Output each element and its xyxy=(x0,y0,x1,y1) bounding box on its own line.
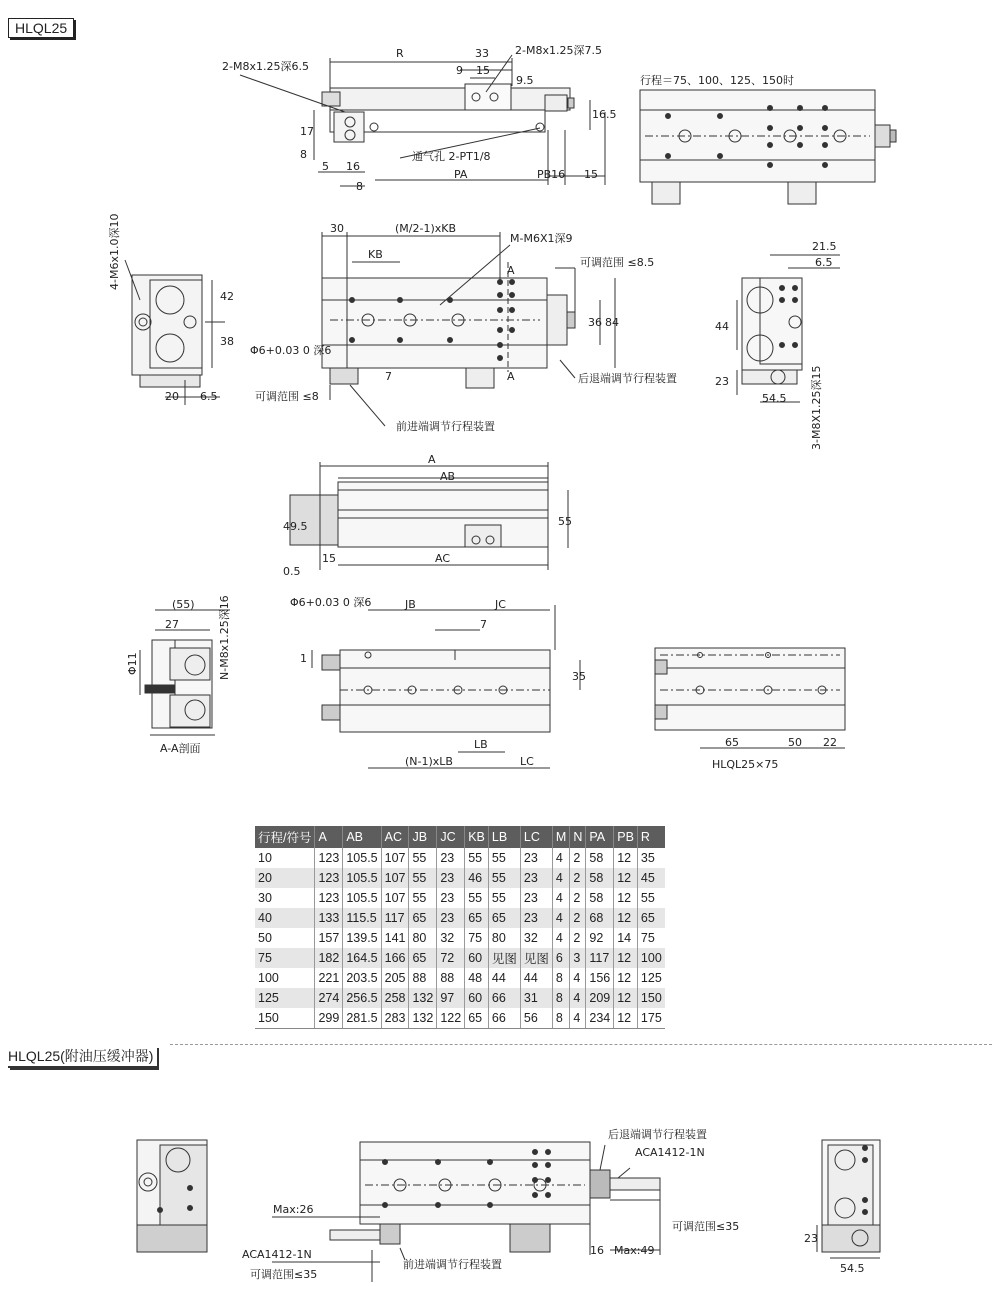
label-b-aca-bottom: ACA1412-1N xyxy=(242,1248,312,1261)
dim-pb16: PB16 xyxy=(537,168,566,181)
buffer-right-view xyxy=(817,1140,880,1258)
hlql75-view xyxy=(655,648,845,748)
table-cell: 65 xyxy=(409,948,437,968)
label-bottom-thread: 3-M8X1.25深15 xyxy=(810,365,823,450)
col-header: M xyxy=(552,826,569,848)
label-b-23: 23 xyxy=(804,1232,818,1245)
table-cell: 2 xyxy=(570,908,586,928)
table-cell: 12 xyxy=(614,848,638,868)
dim-15b: 15 xyxy=(584,168,598,181)
table-row xyxy=(255,1008,665,1029)
dim-65: 65 xyxy=(725,736,739,749)
dim-a-top: A xyxy=(507,264,515,277)
col-header: 行程/符号 xyxy=(255,826,315,848)
table-cell: 6 xyxy=(552,948,569,968)
buffer-left-view xyxy=(137,1140,207,1252)
table-cell: 58 xyxy=(586,868,614,888)
dim-38: 38 xyxy=(220,335,234,348)
dim-7: 7 xyxy=(385,370,392,383)
table-row xyxy=(255,928,665,948)
dim-r: R xyxy=(396,47,404,60)
dim-44: 44 xyxy=(715,320,729,333)
label-b-rear-device: 后退端调节行程装置 xyxy=(608,1128,707,1141)
dim-23: 23 xyxy=(715,375,729,388)
label-side-thread: 4-M6x1.0深10 xyxy=(108,213,121,290)
dim-9: 9 xyxy=(456,64,463,77)
table-cell: 23 xyxy=(437,908,465,928)
col-header: AC xyxy=(381,826,409,848)
table-cell: 45 xyxy=(637,868,664,888)
table-cell: 2 xyxy=(570,848,586,868)
label-pitch-kb: (M/2-1)xKB xyxy=(395,222,457,235)
table-row xyxy=(255,848,665,868)
table-cell: 117 xyxy=(381,908,409,928)
table-cell: 3 xyxy=(570,948,586,968)
table-cell: 75 xyxy=(255,948,315,968)
table-cell: 65 xyxy=(409,908,437,928)
dim-54-5: 54.5 xyxy=(762,392,787,405)
table-cell: 88 xyxy=(409,968,437,988)
table-cell: 20 xyxy=(255,868,315,888)
table-cell: 92 xyxy=(586,928,614,948)
table-cell: 150 xyxy=(637,988,664,1008)
table-row xyxy=(255,968,665,988)
col-header: A xyxy=(315,826,343,848)
table-cell: 55 xyxy=(488,848,520,868)
table-cell: 4 xyxy=(552,848,569,868)
label-hlql-75: HLQL25×75 xyxy=(712,758,779,771)
label-adj-back: 可调范围 ≤8.5 xyxy=(580,256,655,269)
table-cell: 4 xyxy=(552,868,569,888)
label-b-front-device: 前进端调节行程装置 xyxy=(403,1258,502,1271)
table-cell: 132 xyxy=(409,1008,437,1029)
table-cell: 23 xyxy=(437,848,465,868)
table-cell: 55 xyxy=(465,888,489,908)
table-cell: 8 xyxy=(552,988,569,1008)
table-cell: 55 xyxy=(409,848,437,868)
table-cell: 65 xyxy=(465,908,489,928)
table-cell: 见图 xyxy=(488,948,520,968)
dim-30: 30 xyxy=(330,222,344,235)
dim-49-5: 49.5 xyxy=(283,520,308,533)
label-stroke-note: 行程＝75、100、125、150时 xyxy=(640,74,794,87)
dim-55-paren: (55) xyxy=(172,598,195,611)
dim-15: 15 xyxy=(476,64,490,77)
table-cell: 23 xyxy=(437,868,465,888)
table-cell: 281.5 xyxy=(343,1008,381,1029)
table-cell: 105.5 xyxy=(343,868,381,888)
dim-27: 27 xyxy=(165,618,179,631)
col-header: PB xyxy=(614,826,638,848)
table-cell: 166 xyxy=(381,948,409,968)
table-cell: 107 xyxy=(381,888,409,908)
table-cell: 182 xyxy=(315,948,343,968)
dim-35: 35 xyxy=(572,670,586,683)
table-cell: 58 xyxy=(586,848,614,868)
dim-front-ab: AB xyxy=(440,470,456,483)
table-cell: 35 xyxy=(637,848,664,868)
table-cell: 283 xyxy=(381,1008,409,1029)
table-cell: 10 xyxy=(258,851,272,865)
table-cell: 164.5 xyxy=(343,948,381,968)
table-cell: 55 xyxy=(409,868,437,888)
col-header: N xyxy=(570,826,586,848)
table-cell: 2 xyxy=(570,888,586,908)
table-cell: 60 xyxy=(465,948,489,968)
table-cell: 56 xyxy=(520,1008,552,1029)
table-header-row xyxy=(255,826,665,848)
dim-17: 17 xyxy=(300,125,314,138)
table-cell: 44 xyxy=(520,968,552,988)
table-cell: 12 xyxy=(614,988,638,1008)
table-cell: 4 xyxy=(552,908,569,928)
table-cell: 299 xyxy=(315,1008,343,1029)
table-cell: 12 xyxy=(614,948,638,968)
col-header: PA xyxy=(586,826,614,848)
model-title: HLQL25 xyxy=(8,18,74,38)
table-cell: 125 xyxy=(255,988,315,1008)
table-cell: 256.5 xyxy=(343,988,381,1008)
dim-22: 22 xyxy=(823,736,837,749)
table-cell: 122 xyxy=(437,1008,465,1029)
dim-16: 16 xyxy=(346,160,360,173)
table-cell: 72 xyxy=(437,948,465,968)
col-header: JB xyxy=(409,826,437,848)
table-cell: 50 xyxy=(258,931,272,945)
table-cell: 141 xyxy=(381,928,409,948)
table-cell: 203.5 xyxy=(343,968,381,988)
col-header: R xyxy=(637,826,664,848)
table-cell: 97 xyxy=(437,988,465,1008)
table-cell: 100 xyxy=(258,971,279,985)
table-cell: 55 xyxy=(637,888,664,908)
top-view xyxy=(240,55,605,186)
label-b-aca-top: ACA1412-1N xyxy=(635,1146,705,1159)
table-cell: 12 xyxy=(614,1008,638,1029)
table-cell: 258 xyxy=(381,988,409,1008)
table-cell: 4 xyxy=(570,988,586,1008)
left-side-view xyxy=(125,260,225,405)
table-cell: 150 xyxy=(255,1008,315,1029)
label-thread-r: 2-M8x1.25深6.5 xyxy=(222,60,309,73)
table-cell: 4 xyxy=(570,968,586,988)
dim-a-bottom: A xyxy=(507,370,515,383)
table-row xyxy=(255,908,665,928)
label-thread-top: 2-M8x1.25深7.5 xyxy=(515,44,602,57)
table-cell: 8 xyxy=(552,968,569,988)
table-cell: 100 xyxy=(637,948,664,968)
table-cell: 12 xyxy=(614,888,638,908)
table-cell: 12 xyxy=(614,968,638,988)
label-pitch-lb: (N-1)xLB xyxy=(405,755,453,768)
table-cell: 105.5 xyxy=(343,848,381,868)
table-cell: 30 xyxy=(258,891,272,905)
table-cell: 221 xyxy=(315,968,343,988)
right-side-view xyxy=(737,255,840,402)
dim-lc: LC xyxy=(520,755,534,768)
dim-1: 1 xyxy=(300,652,307,665)
dim-7b: 7 xyxy=(480,618,487,631)
col-header: LB xyxy=(488,826,520,848)
table-row xyxy=(255,948,665,968)
dim-5: 5 xyxy=(322,160,329,173)
table-cell: 2 xyxy=(570,928,586,948)
dim-6-5: 6.5 xyxy=(200,390,218,403)
table-row xyxy=(255,868,665,888)
table-cell: 80 xyxy=(488,928,520,948)
table-cell: 23 xyxy=(437,888,465,908)
table-cell: 75 xyxy=(637,928,664,948)
table-row xyxy=(255,888,665,908)
dim-phi11: Φ11 xyxy=(126,652,139,675)
table-cell: 见图 xyxy=(520,948,552,968)
table-cell: 4 xyxy=(552,888,569,908)
label-rear-device: 后退端调节行程装置 xyxy=(578,372,677,385)
table-cell: 23 xyxy=(520,868,552,888)
table-cell: 65 xyxy=(488,908,520,928)
table-cell: 40 xyxy=(255,908,315,928)
table-cell: 234 xyxy=(586,1008,614,1029)
table-cell: 55 xyxy=(488,868,520,888)
table-cell: 65 xyxy=(637,908,664,928)
table-cell: 205 xyxy=(381,968,409,988)
table-cell: 4 xyxy=(570,1008,586,1029)
dim-42: 42 xyxy=(220,290,234,303)
dim-front-ac: AC xyxy=(435,552,451,565)
table-cell: 14 xyxy=(614,928,638,948)
col-header: JC xyxy=(437,826,465,848)
table-cell: 132 xyxy=(409,988,437,1008)
table-cell: 55 xyxy=(409,888,437,908)
table-cell: 23 xyxy=(520,908,552,928)
table-cell: 44 xyxy=(488,968,520,988)
table-cell: 274 xyxy=(315,988,343,1008)
table-cell: 4 xyxy=(552,928,569,948)
label-adj-front: 可调范围 ≤8 xyxy=(255,390,319,403)
label-b-max26: Max:26 xyxy=(273,1203,314,1216)
dim-9-5: 9.5 xyxy=(516,74,534,87)
section-divider xyxy=(170,1044,992,1045)
table-cell: 139.5 xyxy=(343,928,381,948)
table-cell: 58 xyxy=(586,888,614,908)
table-cell: 8 xyxy=(552,1008,569,1029)
dim-50: 50 xyxy=(788,736,802,749)
top-right-view xyxy=(640,90,896,204)
plan-view xyxy=(322,232,615,426)
dim-20: 20 xyxy=(165,390,179,403)
table-cell: 125 xyxy=(637,968,664,988)
dim-jc: JC xyxy=(495,598,506,611)
dim-kb: KB xyxy=(368,248,383,261)
dim-21-5: 21.5 xyxy=(812,240,837,253)
table-cell: 46 xyxy=(465,868,489,888)
label-b-adj35-right: 可调范围≤35 xyxy=(672,1220,740,1233)
dim-55: 55 xyxy=(558,515,572,528)
label-b-max49: Max:49 xyxy=(614,1244,655,1257)
table-cell: 23 xyxy=(520,848,552,868)
table-cell: 107 xyxy=(381,868,409,888)
table-cell: 55 xyxy=(465,848,489,868)
dim-pa: PA xyxy=(454,168,468,181)
table-cell: 107 xyxy=(381,848,409,868)
table-cell: 123 xyxy=(315,888,343,908)
table-cell: 66 xyxy=(488,1008,520,1029)
table-cell: 65 xyxy=(465,1008,489,1029)
dim-front-a: A xyxy=(428,453,436,466)
table-cell: 31 xyxy=(520,988,552,1008)
table-cell: 12 xyxy=(614,908,638,928)
table-cell: 123 xyxy=(315,848,343,868)
col-header: LC xyxy=(520,826,552,848)
dim-15c: 15 xyxy=(322,552,336,565)
dim-6-5b: 6.5 xyxy=(815,256,833,269)
table-cell: 117 xyxy=(586,948,614,968)
table-cell: 12 xyxy=(614,868,638,888)
table-cell: 66 xyxy=(488,988,520,1008)
label-vent: 通气孔 2-PT1/8 xyxy=(412,150,491,163)
table-cell: 32 xyxy=(520,928,552,948)
table-cell: 48 xyxy=(465,968,489,988)
table-cell: 133 xyxy=(315,908,343,928)
table-cell: 157 xyxy=(315,928,343,948)
label-section-aa: A-A剖面 xyxy=(160,742,201,755)
table-cell: 60 xyxy=(465,988,489,1008)
aa-section-view xyxy=(140,610,230,735)
label-m-thread: M-M6X1深9 xyxy=(510,232,573,245)
table-cell: 23 xyxy=(520,888,552,908)
label-front-device: 前进端调节行程装置 xyxy=(396,420,495,433)
table-cell: 2 xyxy=(570,868,586,888)
table-cell: 80 xyxy=(409,928,437,948)
label-b-54-5: 54.5 xyxy=(840,1262,865,1275)
table-row xyxy=(255,988,665,1008)
label-hole-tol: Φ6+0.03 0 深6 xyxy=(250,344,332,357)
label-hole-tol-2: Φ6+0.03 0 深6 xyxy=(290,596,372,609)
table-cell: 123 xyxy=(315,868,343,888)
dim-33: 33 xyxy=(475,47,489,60)
lower-side-view xyxy=(312,605,580,768)
dim-84: 84 xyxy=(605,316,619,329)
col-header: KB xyxy=(465,826,489,848)
col-header: AB xyxy=(343,826,381,848)
dim-36: 36 xyxy=(588,316,602,329)
dim-0-5: 0.5 xyxy=(283,565,301,578)
table-cell: 209 xyxy=(586,988,614,1008)
table-cell: 105.5 xyxy=(343,888,381,908)
section-title-buffer: HLQL25(附油压缓冲器) xyxy=(8,1046,157,1068)
table-cell: 32 xyxy=(437,928,465,948)
dim-jb: JB xyxy=(405,598,416,611)
table-cell: 88 xyxy=(437,968,465,988)
dim-8b: 8 xyxy=(356,180,363,193)
dim-16-5: 16.5 xyxy=(592,108,617,121)
label-n-thread: N-M8x1.25深16 xyxy=(218,595,231,680)
table-cell: 175 xyxy=(637,1008,664,1029)
table-cell: 55 xyxy=(488,888,520,908)
spec-table xyxy=(255,826,665,1029)
buffer-drawing xyxy=(0,1060,1000,1300)
dim-lb: LB xyxy=(474,738,488,751)
label-b-adj35-left: 可调范围≤35 xyxy=(250,1268,318,1281)
dim-8: 8 xyxy=(300,148,307,161)
table-cell: 68 xyxy=(586,908,614,928)
table-cell: 75 xyxy=(465,928,489,948)
label-b-16: 16 xyxy=(590,1244,604,1257)
table-cell: 115.5 xyxy=(343,908,381,928)
table-cell: 156 xyxy=(586,968,614,988)
